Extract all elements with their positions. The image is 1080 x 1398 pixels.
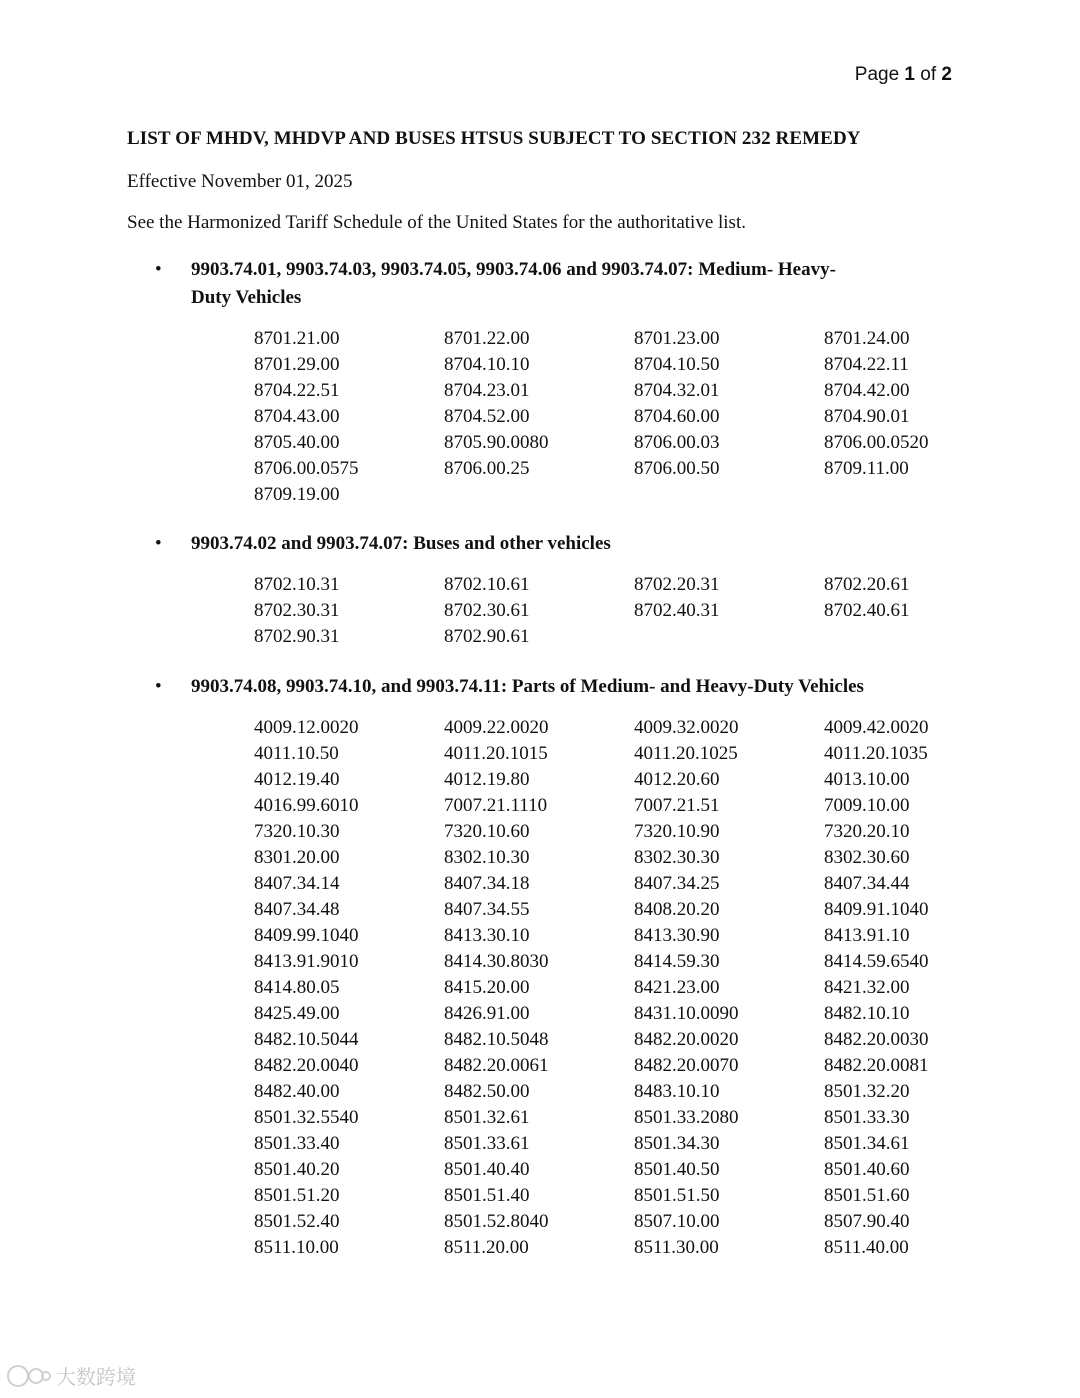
htsus-code: 8702.90.61 — [444, 626, 530, 647]
htsus-code: 8704.10.10 — [444, 354, 530, 375]
htsus-code: 8501.40.50 — [634, 1159, 720, 1180]
htsus-code: 8511.30.00 — [634, 1237, 719, 1258]
htsus-code: 8706.00.03 — [634, 432, 720, 453]
htsus-code: 8302.10.30 — [444, 847, 530, 868]
bullet-icon: • — [155, 259, 162, 280]
htsus-code: 8482.10.5048 — [444, 1029, 549, 1050]
htsus-code: 8501.40.60 — [824, 1159, 910, 1180]
code-grid — [254, 326, 955, 508]
page-number — [855, 64, 952, 86]
htsus-code: 8301.20.00 — [254, 847, 340, 868]
htsus-code: 8706.00.25 — [444, 458, 530, 479]
htsus-code: 8483.10.10 — [634, 1081, 720, 1102]
htsus-code: 8407.34.48 — [254, 899, 340, 920]
htsus-code: 8501.52.40 — [254, 1211, 340, 1232]
htsus-code: 8501.32.20 — [824, 1081, 910, 1102]
htsus-code: 8507.90.40 — [824, 1211, 910, 1232]
htsus-code: 8408.20.20 — [634, 899, 720, 920]
htsus-code: 8482.10.5044 — [254, 1029, 359, 1050]
htsus-code: 8709.11.00 — [824, 458, 909, 479]
htsus-code: 8501.33.61 — [444, 1133, 530, 1154]
see-also-note: See the Harmonized Tariff Schedule of the United States for the authoritative list. — [127, 212, 746, 233]
htsus-code: 8482.20.0070 — [634, 1055, 739, 1076]
htsus-code: 8413.30.10 — [444, 925, 530, 946]
watermark — [6, 1361, 136, 1390]
htsus-code: 8413.30.90 — [634, 925, 720, 946]
htsus-code: 8482.50.00 — [444, 1081, 530, 1102]
htsus-code: 7320.10.60 — [444, 821, 530, 842]
htsus-code: 8482.20.0030 — [824, 1029, 929, 1050]
htsus-code: 7320.10.30 — [254, 821, 340, 842]
htsus-code: 8702.20.31 — [634, 574, 720, 595]
logo-icon — [6, 1363, 52, 1389]
htsus-code: 8501.51.20 — [254, 1185, 340, 1206]
htsus-code: 8702.20.61 — [824, 574, 910, 595]
htsus-code: 8702.90.31 — [254, 626, 340, 647]
htsus-code: 4011.20.1015 — [444, 743, 548, 764]
htsus-code: 8501.33.30 — [824, 1107, 910, 1128]
htsus-code: 8407.34.25 — [634, 873, 720, 894]
htsus-code: 8702.30.61 — [444, 600, 530, 621]
htsus-code: 8704.10.50 — [634, 354, 720, 375]
htsus-code: 8511.10.00 — [254, 1237, 339, 1258]
htsus-code: 7320.20.10 — [824, 821, 910, 842]
htsus-code: 8415.20.00 — [444, 977, 530, 998]
htsus-code: 8413.91.9010 — [254, 951, 359, 972]
htsus-code: 8706.00.50 — [634, 458, 720, 479]
htsus-code: 8302.30.60 — [824, 847, 910, 868]
htsus-code: 8507.10.00 — [634, 1211, 720, 1232]
htsus-code: 8501.33.2080 — [634, 1107, 739, 1128]
htsus-code: 8501.34.30 — [634, 1133, 720, 1154]
htsus-code: 8413.91.10 — [824, 925, 910, 946]
htsus-code: 8709.19.00 — [254, 484, 340, 505]
htsus-code: 8302.30.30 — [634, 847, 720, 868]
htsus-code: 8414.30.8030 — [444, 951, 549, 972]
htsus-code: 8421.32.00 — [824, 977, 910, 998]
htsus-code: 8704.22.11 — [824, 354, 909, 375]
section-parts — [155, 673, 955, 1261]
htsus-code: 4009.22.0020 — [444, 717, 549, 738]
htsus-code: 8705.40.00 — [254, 432, 340, 453]
section-heading-line: 9903.74.08, 9903.74.10, and 9903.74.11: Parts of Medium- and Heavy-Duty Vehicles — [191, 676, 864, 697]
htsus-code: 8501.33.40 — [254, 1133, 340, 1154]
htsus-code: 8702.40.31 — [634, 600, 720, 621]
htsus-code: 8407.34.14 — [254, 873, 340, 894]
section-heading — [155, 530, 955, 558]
htsus-code: 8501.51.40 — [444, 1185, 530, 1206]
htsus-code: 8414.80.05 — [254, 977, 340, 998]
section-heading — [155, 673, 955, 701]
htsus-code: 8702.40.61 — [824, 600, 910, 621]
htsus-code: 8702.30.31 — [254, 600, 340, 621]
htsus-code: 7009.10.00 — [824, 795, 910, 816]
bullet-icon: • — [155, 533, 162, 554]
page-total: 2 — [941, 64, 952, 85]
htsus-code: 7007.21.51 — [634, 795, 720, 816]
htsus-code: 8704.22.51 — [254, 380, 340, 401]
htsus-code: 4016.99.6010 — [254, 795, 359, 816]
htsus-code: 4011.10.50 — [254, 743, 339, 764]
htsus-code: 8501.40.40 — [444, 1159, 530, 1180]
document-title: LIST OF MHDV, MHDVP AND BUSES HTSUS SUBJECT TO SECTION 232 REMEDY — [127, 128, 861, 149]
htsus-code: 8409.91.1040 — [824, 899, 929, 920]
section-buses — [155, 530, 955, 650]
htsus-code: 8705.90.0080 — [444, 432, 549, 453]
htsus-code: 8511.20.00 — [444, 1237, 529, 1258]
htsus-code: 8407.34.18 — [444, 873, 530, 894]
htsus-code: 8701.29.00 — [254, 354, 340, 375]
htsus-code: 8704.52.00 — [444, 406, 530, 427]
htsus-code: 8425.49.00 — [254, 1003, 340, 1024]
htsus-code: 8704.60.00 — [634, 406, 720, 427]
bullet-icon: • — [155, 676, 162, 697]
htsus-code: 8414.59.6540 — [824, 951, 929, 972]
section-mhdv — [155, 256, 955, 508]
htsus-code: 8482.20.0061 — [444, 1055, 549, 1076]
htsus-code: 7007.21.1110 — [444, 795, 548, 816]
htsus-code: 7320.10.90 — [634, 821, 720, 842]
htsus-code: 8501.51.50 — [634, 1185, 720, 1206]
htsus-code: 8414.59.30 — [634, 951, 720, 972]
htsus-code: 8482.20.0020 — [634, 1029, 739, 1050]
page-current: 1 — [904, 64, 915, 85]
htsus-code: 8501.51.60 — [824, 1185, 910, 1206]
htsus-code: 8482.10.10 — [824, 1003, 910, 1024]
page-of: of — [920, 64, 937, 85]
htsus-code: 8702.10.31 — [254, 574, 340, 595]
section-heading-line: 9903.74.01, 9903.74.03, 9903.74.05, 9903.74.06 and 9903.74.07: Medium- Heavy- — [191, 259, 836, 280]
htsus-code: 8407.34.44 — [824, 873, 910, 894]
code-grid — [254, 715, 955, 1261]
htsus-code: 4009.32.0020 — [634, 717, 739, 738]
htsus-code: 4009.12.0020 — [254, 717, 359, 738]
htsus-code: 4011.20.1035 — [824, 743, 928, 764]
htsus-code: 4012.19.40 — [254, 769, 340, 790]
htsus-code: 4012.20.60 — [634, 769, 720, 790]
section-heading — [155, 256, 955, 312]
htsus-code: 8704.90.01 — [824, 406, 910, 427]
htsus-code: 8706.00.0520 — [824, 432, 929, 453]
code-grid — [254, 572, 955, 650]
htsus-code: 8701.22.00 — [444, 328, 530, 349]
page-prefix: Page — [854, 64, 900, 85]
htsus-code: 8407.34.55 — [444, 899, 530, 920]
htsus-code: 8701.21.00 — [254, 328, 340, 349]
htsus-code: 8482.20.0040 — [254, 1055, 359, 1076]
htsus-code: 8704.42.00 — [824, 380, 910, 401]
htsus-code: 4012.19.80 — [444, 769, 530, 790]
htsus-code: 8501.32.5540 — [254, 1107, 359, 1128]
effective-date: Effective November 01, 2025 — [127, 171, 353, 192]
htsus-code: 8704.43.00 — [254, 406, 340, 427]
section-heading-line: Duty Vehicles — [191, 287, 302, 308]
htsus-code: 8501.32.61 — [444, 1107, 530, 1128]
htsus-code: 8511.40.00 — [824, 1237, 909, 1258]
section-heading-line: 9903.74.02 and 9903.74.07: Buses and other vehicles — [191, 533, 611, 554]
htsus-code: 4009.42.0020 — [824, 717, 929, 738]
htsus-code: 8701.24.00 — [824, 328, 910, 349]
htsus-code: 8501.52.8040 — [444, 1211, 549, 1232]
htsus-code: 8482.20.0081 — [824, 1055, 929, 1076]
htsus-code: 8704.32.01 — [634, 380, 720, 401]
htsus-code: 8431.10.0090 — [634, 1003, 739, 1024]
htsus-code: 8421.23.00 — [634, 977, 720, 998]
htsus-code: 8501.34.61 — [824, 1133, 910, 1154]
htsus-code: 4011.20.1025 — [634, 743, 738, 764]
watermark-text: 大数跨境 — [56, 1365, 136, 1389]
htsus-code: 8409.99.1040 — [254, 925, 359, 946]
htsus-code: 8501.40.20 — [254, 1159, 340, 1180]
htsus-code: 8702.10.61 — [444, 574, 530, 595]
htsus-code: 8482.40.00 — [254, 1081, 340, 1102]
htsus-code: 8701.23.00 — [634, 328, 720, 349]
htsus-code: 8426.91.00 — [444, 1003, 530, 1024]
htsus-code: 8704.23.01 — [444, 380, 530, 401]
htsus-code: 4013.10.00 — [824, 769, 910, 790]
htsus-code: 8706.00.0575 — [254, 458, 359, 479]
